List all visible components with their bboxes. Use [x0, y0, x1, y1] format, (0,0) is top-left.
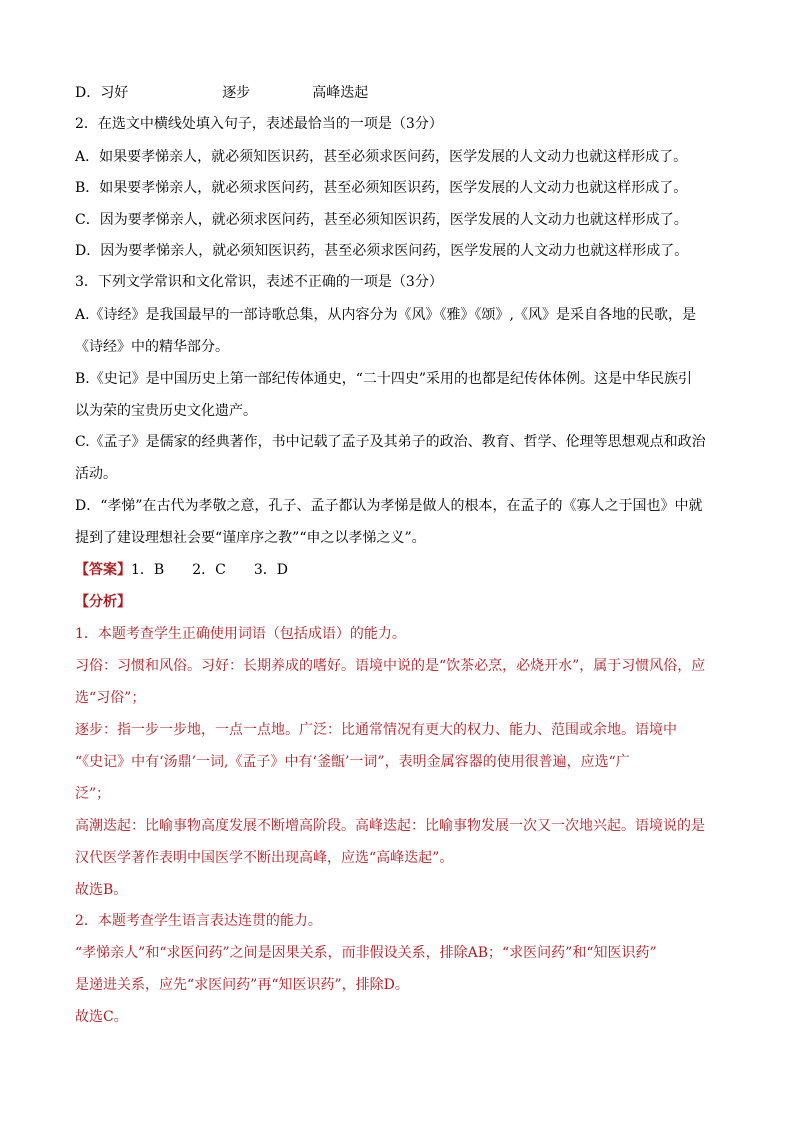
- analysis-2-title: 2．本题考查学生语言表达连贯的能力。: [75, 913, 322, 929]
- analysis-2-line1: “孝悌亲人”和“求医问药”之间是因果关系，而非假设关系，排除AB；“求医问药”和“知医识药”: [75, 945, 657, 961]
- q1-option-d-word2: 逐步: [222, 85, 251, 101]
- answer-3: 3．D: [253, 562, 288, 578]
- q3-option-d-line2: 提到了建设理想社会要“谨庠序之教”“申之以孝悌之义”。: [75, 530, 426, 546]
- q1-option-d-word3: 高峰迭起: [312, 85, 369, 101]
- analysis-1-title: 1．本题考查学生正确使用词语（包括成语）的能力。: [75, 626, 406, 642]
- analysis-1-line2: 选“习俗”；: [75, 690, 146, 706]
- analysis-2-line2: 是递进关系，应先“求医问药”再“知医识药”，排除D。: [75, 977, 409, 993]
- q2-option-a: A．如果要孝悌亲人，就必须知医识药，甚至必须求医问药，医学发展的人文动力也就这样形成了。: [75, 149, 688, 165]
- q3-stem: 3．下列文学常识和文化常识，表述不正确的一项是（3分）: [75, 274, 443, 290]
- q3-option-a-line2: 《诗经》中的精华部分。: [75, 339, 229, 355]
- q1-option-d: [75, 83, 725, 103]
- q1-option-d-label: D．习好: [75, 85, 129, 101]
- analysis-1-line6: 高潮迭起：比喻事物高度发展不断增高阶段。高峰迭起：比喻事物发展一次又一次地兴起。语境说的是: [75, 818, 705, 834]
- analysis-2-conclusion: 故选C。: [75, 1009, 128, 1025]
- analysis-1-line4: “《史记》中有‘汤鼎’一词,《孟子》中有‘釜甑’一词”，表明金属容器的使用很普遍，应选“广: [75, 754, 630, 770]
- analysis-1-line1: 习俗：习惯和风俗。习好：长期养成的嗜好。语境中说的是“饮茶必烹，必烧开水”，属于习惯风俗，应: [75, 658, 706, 674]
- q3-option-c-line2: 活动。: [75, 466, 117, 482]
- analysis-1-conclusion: 故选B。: [75, 882, 128, 898]
- analysis-1-line5: 泛”；: [75, 786, 111, 802]
- q2-option-c: C．因为要孝悌亲人，就必须求医问药，甚至必须知医识药，医学发展的人文动力也就这样形成了。: [75, 212, 688, 228]
- analysis-1-line7: 汉代医学著作表明中国医学不断出现高峰，应选“高峰迭起”。: [75, 850, 454, 866]
- q3-option-b-line2: 以为荣的宝贵历史文化遗产。: [75, 403, 257, 419]
- answer-1: 1．B: [131, 562, 165, 578]
- q2-stem: 2．在选文中横线处填入句子，表述最恰当的一项是（3分）: [75, 116, 443, 132]
- analysis-1-line3: 逐步：指一步一步地，一点一点地。广泛：比通常情况有更大的权力、能力、范围或余地。语境中: [75, 722, 677, 738]
- q3-option-b-line1: B.《史记》是中国历史上第一部纪传体通史，“二十四史”采用的也都是纪传体体例。这是中华民族引: [75, 371, 693, 387]
- answer-label: 【答案】: [75, 562, 131, 578]
- analysis-label: 【分析】: [75, 594, 131, 610]
- answer-2: 2．C: [192, 562, 226, 578]
- q2-option-d: D．因为要孝悌亲人，就必须知医识药，甚至必须求医问药，医学发展的人文动力也就这样形成了。: [75, 243, 689, 259]
- q3-option-c-line1: C.《孟子》是儒家的经典著作，书中记载了孟子及其弟子的政治、教育、哲学、伦理等思想观点和政治: [75, 434, 706, 450]
- q3-option-a-line1: A.《诗经》是我国最早的一部诗歌总集，从内容分为《风》《雅》《颂》,《风》是采自各地的民歌，是: [75, 307, 697, 323]
- q3-option-d-line1: D．“孝悌”在古代为孝敬之意，孔子、孟子都认为孝悌是做人的根本，在孟子的《寡人之于国也》中就: [75, 498, 703, 514]
- q2-option-b: B．如果要孝悌亲人，就必须求医问药，甚至必须知医识药，医学发展的人文动力也就这样形成了。: [75, 180, 688, 196]
- answer-line: [75, 560, 725, 580]
